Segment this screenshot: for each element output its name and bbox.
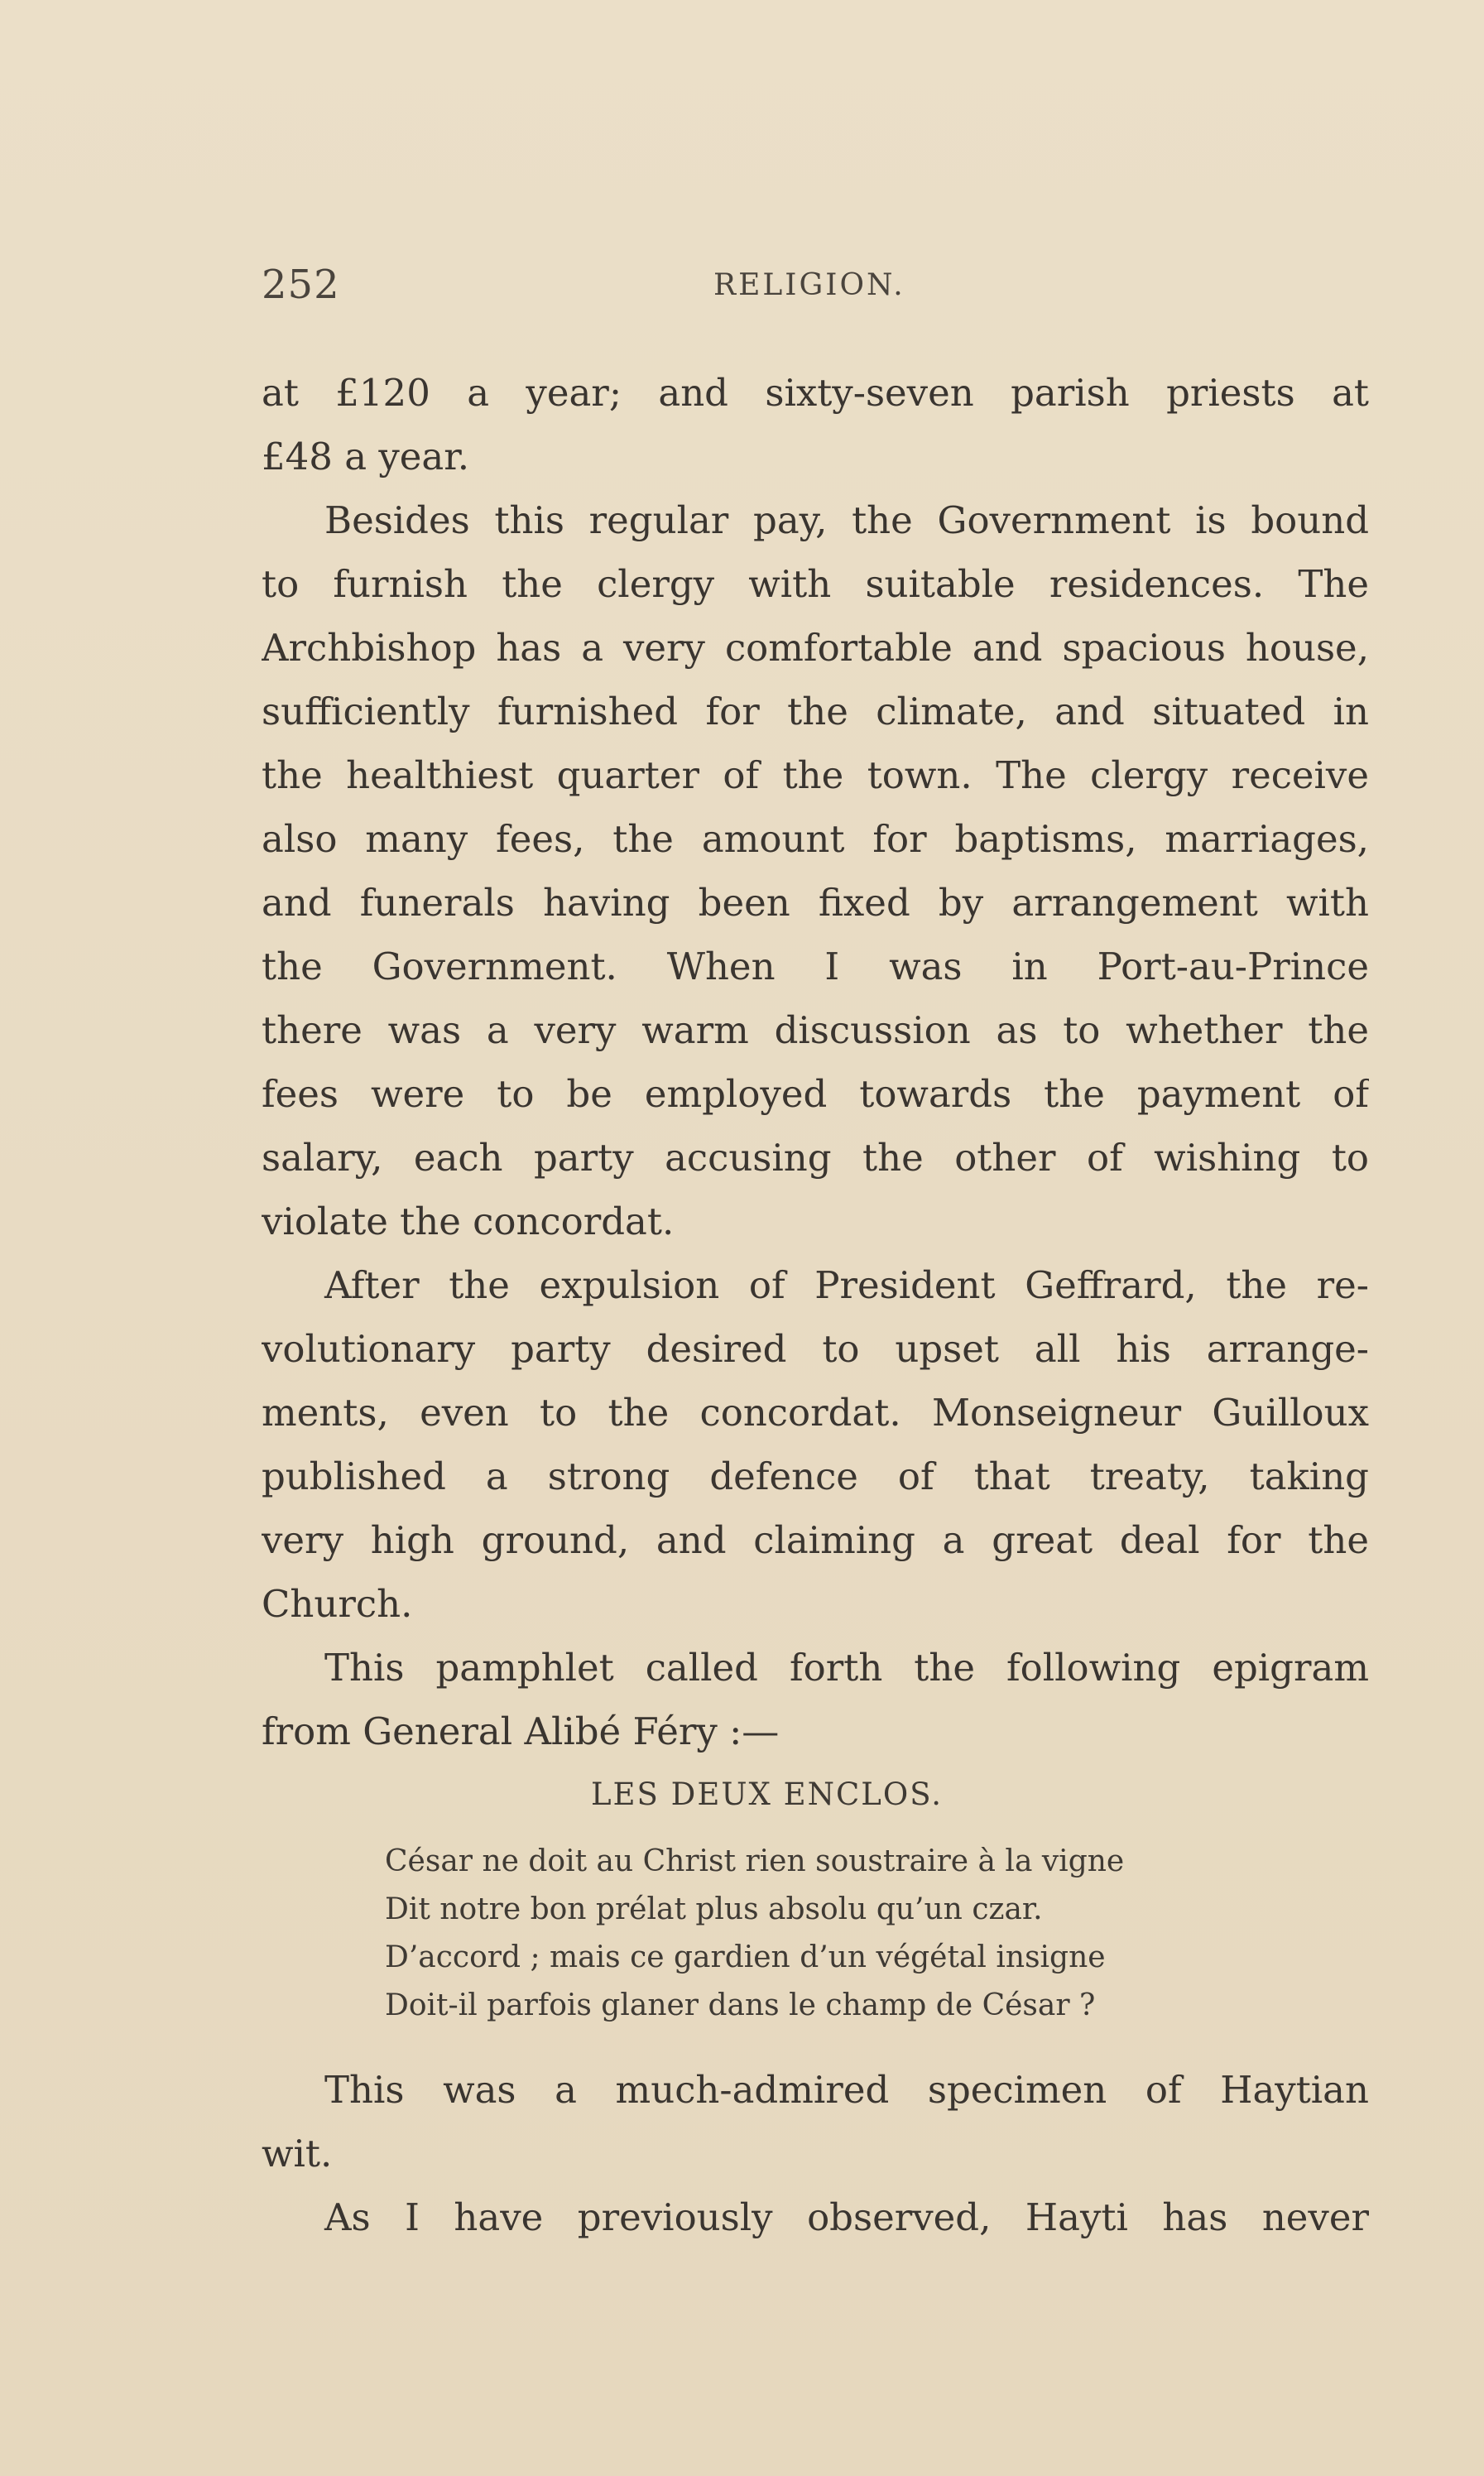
poem-line: Dit notre bon prélat plus absolu qu’un czar. [385, 1892, 1043, 1926]
text-line: As I have previously observed, Hayti has never [324, 2195, 1369, 2239]
paragraph [262, 2058, 1369, 2185]
text-line: sufficiently furnished for the climate, and situated in [262, 690, 1369, 733]
poem [385, 1838, 1295, 2030]
poem-line: D’accord ; mais ce gardien d’un végétal insigne [385, 1940, 1106, 1974]
text-line: published a strong defence of that treaty, taking [262, 1454, 1369, 1498]
page-header [262, 262, 1369, 311]
poem-title: LES DEUX ENCLOS. [590, 1776, 944, 1812]
page-number: 252 [262, 262, 340, 308]
text-line: and funerals having been fixed by arrangement with [262, 881, 1369, 925]
text-line: volutionary party desired to upset all his arrange- [262, 1327, 1369, 1371]
paragraph [262, 488, 1369, 1253]
paragraph [262, 2185, 1369, 2249]
text-line: also many fees, the amount for baptisms, marriages, [262, 817, 1369, 861]
paragraph [262, 361, 1369, 488]
text-line: salary, each party accusing the other of wishing to [262, 1136, 1369, 1180]
text-line: from General Alibé Féry :— [262, 1709, 780, 1753]
body-text [262, 361, 1369, 1763]
text-line: Besides this regular pay, the Government is bound [324, 498, 1369, 542]
poem-line: César ne doit au Christ rien soustraire à la vigne [385, 1844, 1125, 1878]
text-line: Archbishop has a very comfortable and spacious house, [262, 626, 1369, 670]
text-line: £48 a year. [262, 435, 470, 478]
text-line: very high ground, and claiming a great deal for the [262, 1518, 1369, 1562]
text-line: This was a much-admired specimen of Haytian [324, 2068, 1369, 2112]
text-line: ments, even to the concordat. Monseigneur Guilloux [262, 1391, 1369, 1435]
text-line: to furnish the clergy with suitable residences. The [262, 562, 1369, 606]
text-line: the healthiest quarter of the town. The clergy receive [262, 753, 1369, 797]
text-line: wit. [262, 2132, 333, 2176]
paragraph [262, 1636, 1369, 1763]
text-line: at £120 a year; and sixty-seven parish priests at [262, 371, 1369, 415]
paragraph [262, 1253, 1369, 1636]
text-line: Church. [262, 1582, 413, 1626]
closing-text [262, 2058, 1369, 2249]
text-line: This pamphlet called forth the following epigram [324, 1646, 1369, 1690]
running-head: RELIGION. [713, 268, 905, 302]
text-line: violate the concordat. [262, 1200, 675, 1243]
text-line: there was a very warm discussion as to whether the [262, 1008, 1369, 1052]
text-line: the Government. When I was in Port-au-Prince [262, 945, 1369, 988]
poem-line: Doit-il parfois glaner dans le champ de César ? [385, 1988, 1096, 2022]
text-line: After the expulsion of President Geffrard, the re- [324, 1263, 1369, 1307]
text-line: fees were to be employed towards the payment of [262, 1072, 1369, 1116]
